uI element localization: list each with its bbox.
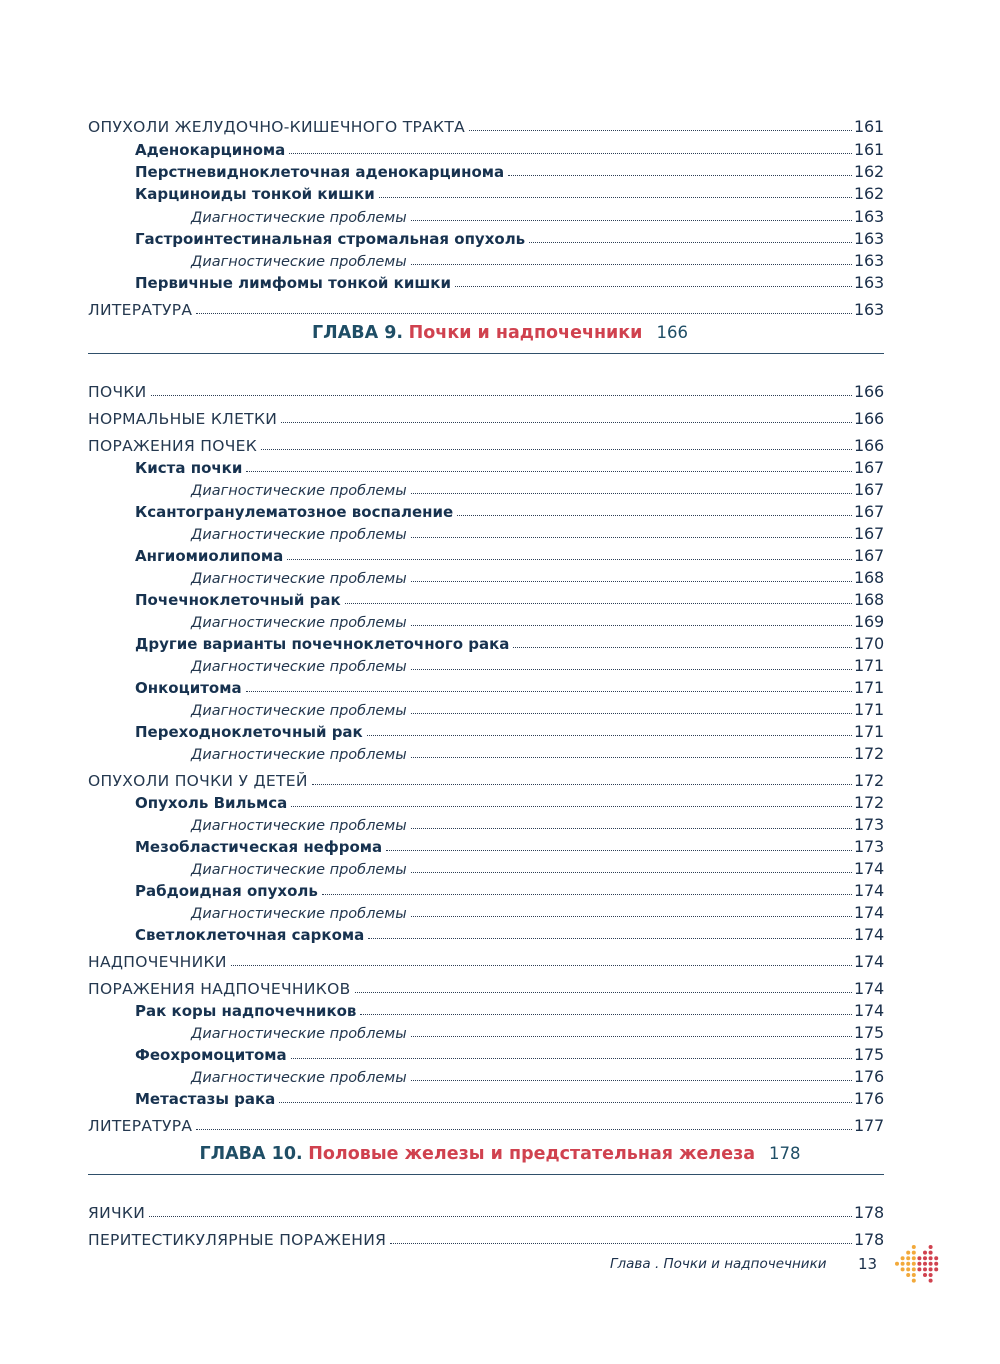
toc-entry <box>191 741 884 763</box>
logo-dot <box>912 1267 916 1271</box>
page-number: 13 <box>858 1255 878 1273</box>
dot-leader <box>355 988 853 993</box>
toc-entry <box>191 856 884 878</box>
toc-entry-title: Диагностические проблемы <box>191 747 407 763</box>
toc-entry-page: 167 <box>854 546 884 565</box>
toc-entry <box>191 565 884 587</box>
toc-entry <box>135 226 884 248</box>
toc-entry <box>135 499 884 521</box>
toc-entry <box>191 1064 884 1086</box>
toc-entry-title: ЛИТЕРАТУРА <box>88 1117 193 1135</box>
toc-entry-page: 176 <box>854 1067 884 1086</box>
toc-entry-title: Рак коры надпочечников <box>135 1002 357 1020</box>
running-title: Глава . Почки и надпочечники <box>610 1256 827 1272</box>
dot-leader <box>411 216 852 221</box>
toc-entry-title: Онкоцитома <box>135 679 242 697</box>
toc-entry <box>88 768 884 790</box>
toc-entry-title: Диагностические проблемы <box>191 862 407 878</box>
dot-leader <box>231 961 852 966</box>
logo-dot <box>923 1262 927 1266</box>
toc-entry-title: Ангиомиолипома <box>135 547 284 565</box>
toc-entry-page: 167 <box>854 524 884 543</box>
toc-entry <box>135 455 884 477</box>
dot-leader <box>279 1098 852 1103</box>
toc-entry-title: ПОРАЖЕНИЯ ПОЧЕК <box>88 437 258 455</box>
toc-entry-page: 163 <box>854 272 884 292</box>
dot-leader <box>390 1239 852 1244</box>
dot-leader <box>411 577 852 582</box>
toc-entry-title: Мезобластическая нефрома <box>135 838 383 856</box>
toc-entry <box>191 609 884 631</box>
dot-leader <box>291 1054 852 1059</box>
dot-leader <box>291 802 852 807</box>
toc-entry <box>191 204 884 226</box>
dot-leader <box>411 912 852 917</box>
dot-leader <box>386 846 852 851</box>
toc-entry-title: Диагностические проблемы <box>191 906 407 922</box>
toc-entry-title: Диагностические проблемы <box>191 818 407 834</box>
toc-entry-title: Диагностические проблемы <box>191 659 407 675</box>
dot-leader <box>411 621 852 626</box>
toc-entry-title: ПЕРИТЕСТИКУЛЯРНЫЕ ПОРАЖЕНИЯ <box>88 1231 387 1249</box>
toc-entry <box>88 1227 884 1249</box>
dot-leader <box>322 890 852 895</box>
toc-entry <box>191 477 884 499</box>
toc-entry-page: 174 <box>854 952 884 971</box>
logo-dot <box>934 1262 938 1266</box>
toc-entry <box>88 433 884 455</box>
dot-leader <box>411 709 852 714</box>
logo-dot <box>906 1256 910 1260</box>
toc-entry-page: 168 <box>854 590 884 609</box>
logo-dot <box>917 1256 921 1260</box>
toc-entry <box>191 900 884 922</box>
chapter-page: 178 <box>769 1144 801 1163</box>
toc-entry <box>191 521 884 543</box>
toc-entry-page: 163 <box>854 299 884 319</box>
dot-leader <box>411 665 852 670</box>
toc-entry-title: ПОЧКИ <box>88 383 147 401</box>
toc-entry-title: Феохромоцитома <box>135 1046 287 1064</box>
toc-entry-page: 171 <box>854 656 884 675</box>
toc-entry-title: Диагностические проблемы <box>191 209 407 226</box>
dot-leader <box>367 731 852 736</box>
toc-entry <box>88 297 884 319</box>
toc-entry-title: Киста почки <box>135 459 243 477</box>
dot-leader <box>261 445 852 450</box>
logo-dot <box>929 1267 933 1271</box>
dot-leader <box>411 489 852 494</box>
logo-dot <box>906 1267 910 1271</box>
logo-dot <box>895 1262 899 1266</box>
dot-leader <box>457 511 852 516</box>
toc-entry-page: 163 <box>854 206 884 226</box>
toc-entry <box>135 719 884 741</box>
dot-leader <box>246 467 852 472</box>
toc-entry-title: Светлоклеточная саркома <box>135 926 365 944</box>
dot-leader <box>411 824 852 829</box>
toc-entry <box>191 653 884 675</box>
toc-entry-page: 175 <box>854 1023 884 1042</box>
toc-entry-page: 163 <box>854 228 884 248</box>
chapter-label: ГЛАВА 10. <box>199 1144 303 1164</box>
publisher-logo-icon <box>893 1243 941 1285</box>
toc-entry-title: Первичные лимфомы тонкой кишки <box>135 273 451 292</box>
toc-entry <box>135 543 884 565</box>
toc-entry-page: 174 <box>854 1001 884 1020</box>
dot-leader <box>289 149 852 154</box>
toc-entry-page: 171 <box>854 700 884 719</box>
dot-leader <box>151 391 852 396</box>
toc-entry-title: ПОРАЖЕНИЯ НАДПОЧЕЧНИКОВ <box>88 980 351 998</box>
toc-entry <box>88 114 884 136</box>
toc-entry <box>135 137 884 159</box>
toc-entry-page: 161 <box>854 139 884 159</box>
toc-entry-page: 178 <box>854 1230 884 1249</box>
toc-entry-title: ОПУХОЛИ ЖЕЛУДОЧНО-КИШЕЧНОГО ТРАКТА <box>88 118 465 136</box>
toc-entry <box>135 270 884 292</box>
dot-leader <box>508 171 852 176</box>
toc-entry-page: 174 <box>854 925 884 944</box>
toc-entry <box>88 1200 884 1222</box>
chapter-heading <box>0 323 1000 343</box>
toc-entry-title: Диагностические проблемы <box>191 527 407 543</box>
logo-dot <box>917 1262 921 1266</box>
logo-dot <box>917 1267 921 1271</box>
toc-entry-title: Рабдоидная опухоль <box>135 882 318 900</box>
toc-entry-title: Почечноклеточный рак <box>135 591 341 609</box>
toc-entry-title: Диагностические проблемы <box>191 703 407 719</box>
chapter-rule <box>88 353 884 354</box>
dot-leader <box>529 238 852 243</box>
dot-leader <box>312 780 852 785</box>
toc-entry <box>88 976 884 998</box>
toc-entry <box>135 1086 884 1108</box>
toc-entry-page: 166 <box>854 436 884 455</box>
logo-dot <box>934 1256 938 1260</box>
chapter-rule <box>88 1174 884 1175</box>
toc-entry <box>88 406 884 428</box>
toc-entry-page: 175 <box>854 1045 884 1064</box>
dot-leader <box>360 1010 852 1015</box>
toc-entry-page: 177 <box>854 1116 884 1135</box>
logo-dot <box>923 1251 927 1255</box>
toc-entry-page: 174 <box>854 979 884 998</box>
toc-entry <box>88 1113 884 1135</box>
toc-entry-title: НОРМАЛЬНЫЕ КЛЕТКИ <box>88 410 278 428</box>
toc-entry-page: 166 <box>854 409 884 428</box>
toc-entry-page: 171 <box>854 722 884 741</box>
logo-dot <box>929 1262 933 1266</box>
toc-entry-title: Диагностические проблемы <box>191 483 407 499</box>
toc-entry <box>191 248 884 270</box>
toc-entry-title: Диагностические проблемы <box>191 1026 407 1042</box>
toc-entry-title: Метастазы рака <box>135 1090 276 1108</box>
logo-dot <box>912 1262 916 1266</box>
toc-entry <box>135 587 884 609</box>
toc-entry-title: Опухоль Вильмса <box>135 794 288 812</box>
toc-entry <box>135 1042 884 1064</box>
dot-leader <box>411 868 852 873</box>
dot-leader <box>411 753 852 758</box>
dot-leader <box>379 193 852 198</box>
dot-leader <box>411 1076 852 1081</box>
toc-entry-page: 172 <box>854 771 884 790</box>
toc-entry <box>135 675 884 697</box>
dot-leader <box>246 687 852 692</box>
logo-dot <box>906 1262 910 1266</box>
toc-entry-page: 167 <box>854 502 884 521</box>
chapter-title: Половые железы и предстательная железа <box>308 1144 756 1164</box>
dot-leader <box>513 643 852 648</box>
dot-leader <box>469 126 852 131</box>
toc-entry-page: 166 <box>854 382 884 401</box>
toc-entry-title: Диагностические проблемы <box>191 1070 407 1086</box>
toc-entry-page: 169 <box>854 612 884 631</box>
toc-entry-title: Диагностические проблемы <box>191 571 407 587</box>
toc-entry-page: 174 <box>854 881 884 900</box>
logo-dot <box>912 1245 916 1249</box>
toc-entry-title: ЛИТЕРАТУРА <box>88 300 193 319</box>
toc-entry-page: 174 <box>854 903 884 922</box>
chapter-heading <box>0 1144 1000 1164</box>
toc-entry-page: 173 <box>854 837 884 856</box>
toc-entry-title: ЯИЧКИ <box>88 1204 146 1222</box>
toc-entry <box>88 949 884 971</box>
dot-leader <box>411 1032 852 1037</box>
toc-entry-title: НАДПОЧЕЧНИКИ <box>88 953 227 971</box>
logo-dot <box>912 1273 916 1277</box>
logo-dot <box>923 1273 927 1277</box>
dot-leader <box>411 533 852 538</box>
logo-dot <box>906 1251 910 1255</box>
toc-entry-page: 171 <box>854 678 884 697</box>
toc-entry-title: Диагностические проблемы <box>191 253 407 270</box>
logo-dot <box>901 1267 905 1271</box>
logo-dot <box>934 1267 938 1271</box>
toc-entry-title: Гастроинтестинальная стромальная опухоль <box>135 229 526 248</box>
toc-entry-title: Аденокарцинома <box>135 140 286 159</box>
toc-entry-page: 176 <box>854 1089 884 1108</box>
logo-dot <box>929 1251 933 1255</box>
logo-dot <box>901 1256 905 1260</box>
toc-entry <box>135 790 884 812</box>
toc-entry-title: Карциноиды тонкой кишки <box>135 185 375 203</box>
toc-entry <box>135 631 884 653</box>
toc-entry-page: 172 <box>854 793 884 812</box>
toc-entry <box>191 812 884 834</box>
logo-dot <box>901 1262 905 1266</box>
toc-entry-page: 162 <box>854 184 884 203</box>
toc-entry-page: 170 <box>854 634 884 653</box>
logo-dot <box>929 1256 933 1260</box>
dot-leader <box>345 599 852 604</box>
toc-entry-page: 174 <box>854 859 884 878</box>
toc-entry <box>135 834 884 856</box>
chapter-title: Почки и надпочечники <box>408 323 643 343</box>
toc-entry-page: 178 <box>854 1203 884 1222</box>
toc-entry <box>135 922 884 944</box>
dot-leader <box>281 418 852 423</box>
toc-entry <box>135 878 884 900</box>
toc-entry-title: Диагностические проблемы <box>191 615 407 631</box>
toc-entry <box>135 998 884 1020</box>
chapter-page: 166 <box>656 323 688 342</box>
toc-entry-page: 172 <box>854 744 884 763</box>
toc-entry-title: Ксантогранулематозное воспаление <box>135 503 454 521</box>
dot-leader <box>287 555 852 560</box>
toc-entry-page: 173 <box>854 815 884 834</box>
logo-dot <box>923 1267 927 1271</box>
dot-leader <box>196 309 852 314</box>
logo-dot <box>923 1256 927 1260</box>
toc-entry-title: ОПУХОЛИ ПОЧКИ У ДЕТЕЙ <box>88 772 308 790</box>
toc-entry <box>88 379 884 401</box>
toc-entry-title: Переходноклеточный рак <box>135 723 363 741</box>
logo-dot <box>929 1245 933 1249</box>
logo-dot <box>929 1273 933 1277</box>
dot-leader <box>368 934 852 939</box>
logo-dot <box>912 1279 916 1283</box>
toc-entry-page: 167 <box>854 458 884 477</box>
logo-dot <box>906 1273 910 1277</box>
dot-leader <box>411 260 852 265</box>
dot-leader <box>196 1125 852 1130</box>
logo-dot <box>912 1256 916 1260</box>
logo-dot <box>929 1279 933 1283</box>
toc-entry-page: 168 <box>854 568 884 587</box>
toc-entry-page: 162 <box>854 162 884 181</box>
toc-entry-page: 167 <box>854 480 884 499</box>
toc-entry-page: 161 <box>854 117 884 136</box>
toc-entry-title: Перстневидноклеточная аденокарцинома <box>135 163 505 181</box>
logo-dot <box>912 1251 916 1255</box>
toc-entry <box>135 181 884 203</box>
dot-leader <box>455 282 852 287</box>
chapter-label: ГЛАВА 9. <box>312 323 404 343</box>
toc-entry <box>191 697 884 719</box>
toc-entry-page: 163 <box>854 250 884 270</box>
dot-leader <box>149 1212 852 1217</box>
toc-entry <box>191 1020 884 1042</box>
toc-entry-title: Другие варианты почечноклеточного рака <box>135 635 510 653</box>
toc-entry <box>135 159 884 181</box>
